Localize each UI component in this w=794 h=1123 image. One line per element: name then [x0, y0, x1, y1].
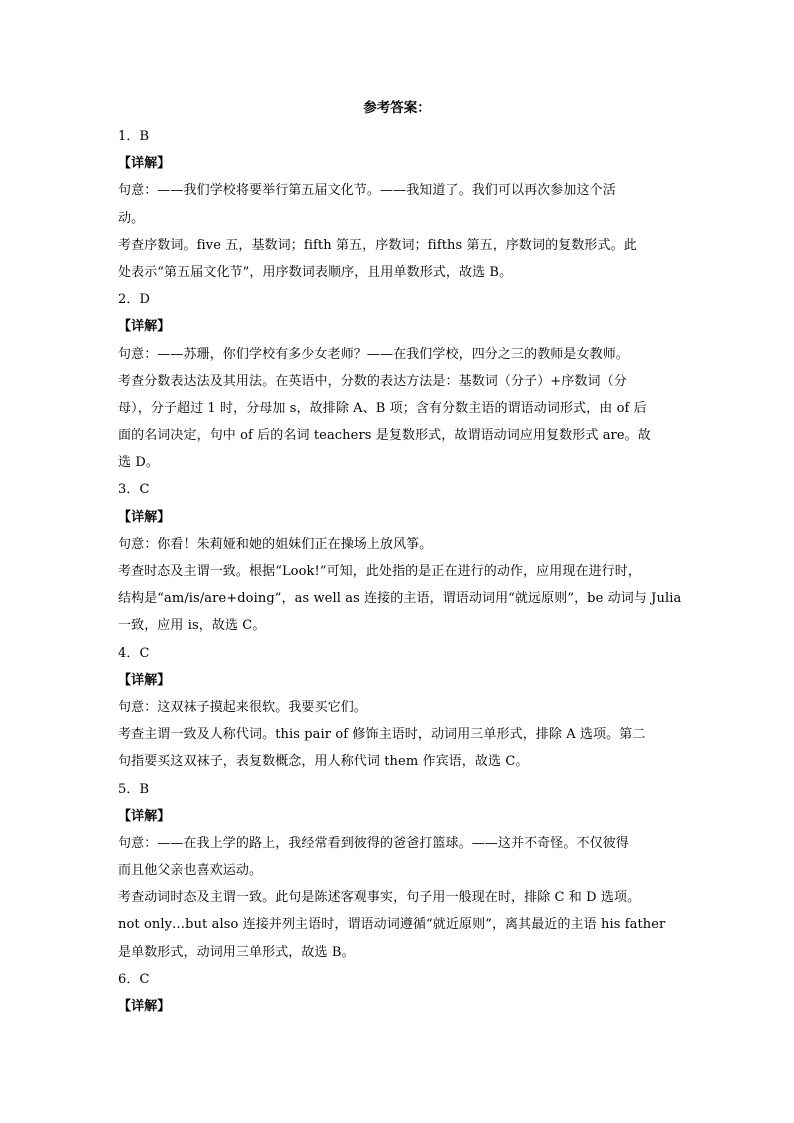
text-line: 考查时态及主谓一致。根据“Look!”可知，此处指的是正在进行的动作，应用现在进行时， [118, 564, 641, 579]
text-line: 处表示“第五届文化节”，用序数词表顺序，且用单数形式，故选 B。 [118, 264, 513, 280]
text-line: 一致，应用 is，故选 C。 [118, 618, 266, 634]
answer-number: 4．C [118, 645, 150, 661]
section-heading: 【详解】 [118, 808, 171, 824]
text-line: 动。 [118, 210, 145, 226]
answer-number: 1．B [118, 129, 150, 144]
text-line: 句意：——苏珊，你们学校有多少女老师？——在我们学校，四分之三的教师是女教师。 [118, 346, 629, 362]
section-heading: 【详解】 [118, 999, 171, 1014]
text-line: 句指要买这双袜子，表复数概念，用人称代词 them 作宾语，故选 C。 [118, 754, 529, 770]
text-line: 考查分数表达法及其用法。在英语中，分数的表达方法是：基数词（分子）+序数词（分 [118, 373, 627, 389]
text-line: 是单数形式，动词用三单形式，故选 B。 [118, 944, 355, 960]
section-heading: 【详解】 [118, 672, 171, 688]
section-heading: 【详解】 [118, 509, 171, 525]
text-line: 考查主谓一致及人称代词。this pair of 修饰主语时，动词用三单形式，排除 A 选项。第二 [118, 727, 646, 743]
text-line: 句意：这双袜子摸起来很软。我要买它们。 [118, 699, 367, 715]
answer-number: 5．B [118, 781, 150, 797]
answer-number: 6．C [118, 971, 150, 987]
answer-content [118, 123, 682, 1020]
text-line: 选 D。 [118, 455, 159, 471]
answer-number: 2．D [118, 292, 150, 308]
text-line: 考查动词时态及主谓一致。此句是陈述客观事实，句子用一般现在时，排除 C 和 D 选项。 [118, 890, 641, 906]
section-heading: 【详解】 [118, 319, 171, 335]
section-heading: 【详解】 [118, 156, 171, 172]
page-title: 参考答案： [363, 100, 431, 116]
text-line: 句意：你看！朱莉娅和她的姐妹们正在操场上放风筝。 [118, 536, 433, 552]
text-line: 句意：——我们学校将要举行第五届文化节。——我知道了。我们可以再次参加这个活 [118, 183, 616, 199]
text-line: 母），分子超过 1 时，分母加 s，故排除 A、B 项；含有分数主语的谓语动词形式，由 of 后 [118, 400, 647, 416]
answer-number: 3．C [118, 482, 150, 498]
text-line: 考查序数词。five 五，基数词；fifth 第五，序数词；fifths 第五，序数词的复数形式。此 [118, 237, 637, 253]
text-line: 句意：——在我上学的路上，我经常看到彼得的爸爸打篮球。——这并不奇怪。不仅彼得 [118, 835, 629, 851]
text-line: 结构是“am/is/are+doing”，as well as 连接的主语，谓语动词用“就远原则”，be 动词与 Julia [118, 591, 682, 607]
text-line: 而且他父亲也喜欢运动。 [118, 863, 263, 879]
text-line: not only…but also 连接并列主语时，谓语动词遵循“就近原则”，离其最近的主语 his father [118, 917, 666, 933]
text-line: 面的名词决定，句中 of 后的名词 teachers 是复数形式，故谓语动词应用复数形式 are。故 [118, 428, 651, 444]
